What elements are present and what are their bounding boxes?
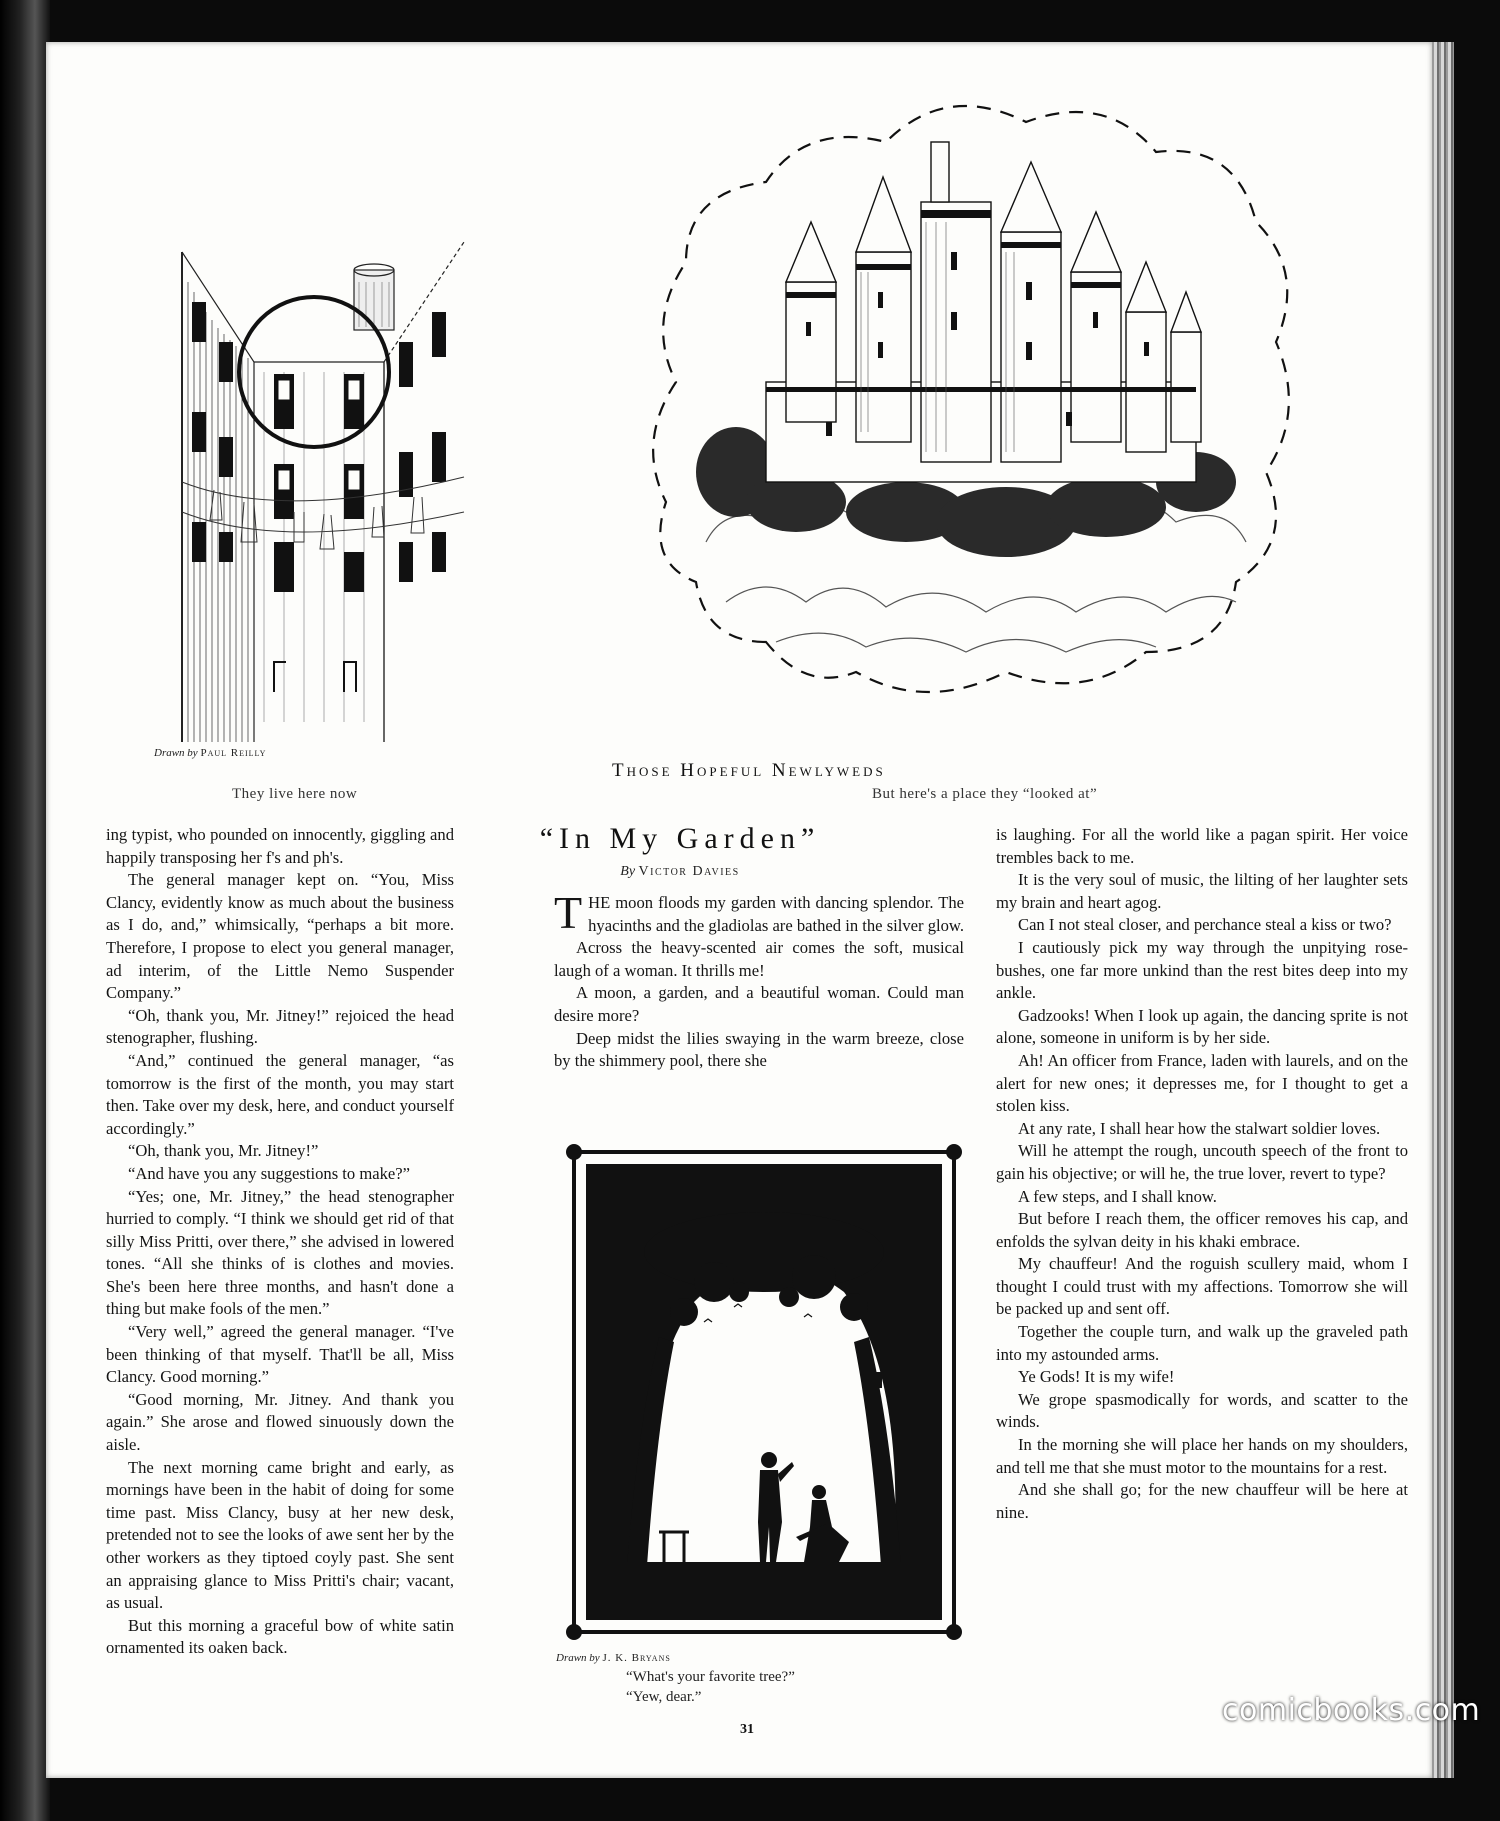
- article-right-column: [996, 824, 1408, 1524]
- byline-author: Victor Davies: [638, 864, 740, 879]
- story-paragraph: “Very well,” agreed the general manager. “I've been thinking of that myself. That'll be all, Miss Clancy. Good morning.”: [106, 1322, 454, 1387]
- silhouette-caption: [626, 1667, 795, 1707]
- tenement-credit-name: Paul Reilly: [200, 747, 267, 759]
- article-paragraph: But before I reach them, the officer removes his cap, and enfolds the sylvan deity in his khaki embrace.: [996, 1209, 1408, 1251]
- article-paragraph: Across the heavy-scented air comes the soft, musical laugh of a woman. It thrills me!: [554, 938, 964, 980]
- book-binding-left: [0, 0, 50, 1821]
- story-paragraph: “Oh, thank you, Mr. Jitney!”: [128, 1141, 319, 1161]
- article-middle-column: [554, 887, 964, 1073]
- story-paragraph: “Yes; one, Mr. Jitney,” the head stenographer hurried to comply. “I think we should get rid of that silly Miss Pritti, over there,” she advised in lowered tones. “All she thinks of is clothes and movies. She's been here three months, and hasn't done a thing but make fools of the men.”: [106, 1186, 454, 1319]
- tenement-caption: They live here now: [232, 786, 358, 802]
- article-paragraph: My chauffeur! And the roguish scullery maid, whom I thought I could trust with my affections. Tomorrow she will be packed up and sent off.: [996, 1254, 1408, 1319]
- article-paragraph: Gadzooks! When I look up again, the dancing sprite is not alone, someone in uniform is by her side.: [996, 1005, 1408, 1048]
- article-paragraph: A few steps, and I shall know.: [1018, 1186, 1217, 1206]
- story-paragraph: The general manager kept on. “You, Miss Clancy, evidently know as much about the business as I do, and,” whimsically, “perhaps a bit more. Therefore, I propose to elect you general manager, ad interim, of the Little Nemo Suspender Company.”: [106, 870, 454, 1003]
- article-paragraph: Deep midst the lilies swaying in the warm breeze, close by the shimmery pool, there she: [554, 1028, 964, 1071]
- drop-cap: T: [554, 887, 583, 938]
- magazine-page: [46, 42, 1432, 1778]
- article-paragraph: Ye Gods! It is my wife!: [1018, 1367, 1175, 1387]
- silhouette-caption-line-1: “What's your favorite tree?”: [626, 1669, 795, 1685]
- book-page-edges: [1432, 42, 1454, 1778]
- castle-caption: But here's a place they “looked at”: [872, 786, 1098, 802]
- silhouette-credit: [556, 1652, 671, 1664]
- article-paragraph: Ah! An officer from France, laden with laurels, and on the alert for new ones; it depresses me, for I thought to get a stolen kiss.: [996, 1050, 1408, 1116]
- silhouette-illustration: [564, 1142, 964, 1642]
- silhouette-credit-prefix: Drawn by: [556, 1652, 600, 1664]
- byline-prefix: By: [620, 864, 636, 879]
- story-paragraph: The next morning came bright and early, as mornings have been in the habit of doing for some time past. Miss Clancy, busy at her new desk, pretended not to see the looks of awe sent her by the other workers as they tiptoed coyly past. She sent an appraising glance to Miss Pritti's chair; vacant, as usual.: [106, 1457, 454, 1613]
- article-paragraph: Can I not steal closer, and perchance steal a kiss or two?: [1018, 915, 1392, 935]
- silhouette-caption-line-2: “Yew, dear.”: [626, 1689, 702, 1705]
- tenement-illustration: [174, 222, 474, 762]
- castle-illustration: [646, 82, 1306, 722]
- tenement-credit: [154, 747, 266, 759]
- article-paragraph: is laughing. For all the world like a pagan spirit. Her voice trembles back to me.: [996, 825, 1408, 867]
- article-paragraph: Together the couple turn, and walk up the graveled path into my astounded arms.: [996, 1322, 1408, 1364]
- article-first-paragraph: [554, 887, 964, 938]
- story-paragraph: “Good morning, Mr. Jitney. And thank you again.” She arose and flowed sinuously down the aisle.: [106, 1389, 454, 1455]
- article-paragraph: I cautiously pick my way through the unpitying rose-bushes, one far more unkind than the rest bites deep into my ankle.: [996, 937, 1408, 1003]
- story-paragraph: “And have you any suggestions to make?”: [128, 1163, 411, 1183]
- page-number: 31: [740, 1722, 754, 1737]
- article-paragraph: It is the very soul of music, the lilting of her laughter sets my brain and heart agog.: [996, 870, 1408, 912]
- story-paragraph: But this morning a graceful bow of white satin ornamented its oaken back.: [106, 1615, 454, 1658]
- article-first-paragraph-text: HE moon floods my garden with dancing splendor. The hyacinths and the gladiolas are bathed in the silver glow.: [588, 893, 964, 935]
- article-paragraph: A moon, a garden, and a beautiful woman. Could man desire more?: [554, 983, 964, 1025]
- story-paragraph: “And,” continued the general manager, “as tomorrow is the first of the month, you may start then. Take over my desk, here, and conduct yourself accordingly.”: [106, 1050, 454, 1138]
- article-paragraph: And she shall go; for the new chauffeur will be here at nine.: [996, 1480, 1408, 1522]
- story-paragraph: “Oh, thank you, Mr. Jitney!” rejoiced the head stenographer, flushing.: [106, 1005, 454, 1048]
- castle-title: Those Hopeful Newlyweds: [612, 760, 886, 781]
- tenement-credit-prefix: Drawn by: [154, 747, 198, 759]
- article-paragraph: We grope spasmodically for words, and scatter to the winds.: [996, 1389, 1408, 1432]
- article-paragraph: At any rate, I shall hear how the stalwart soldier loves.: [1018, 1118, 1381, 1138]
- article-paragraph: In the morning she will place her hands on my shoulders, and tell me that she must motor to the mountains for a rest.: [996, 1435, 1408, 1477]
- site-watermark: comicbooks.com: [1222, 1693, 1481, 1728]
- silhouette-credit-name: J. K. Bryans: [602, 1652, 671, 1664]
- story-paragraph: ing typist, who pounded on innocently, giggling and happily transposing her f's and ph's.: [106, 825, 454, 867]
- article-byline: [480, 864, 880, 880]
- article-paragraph: Will he attempt the rough, uncouth speech of the front to gain his objective; or will he, the true lover, revert to type?: [996, 1141, 1408, 1183]
- article-title: “In My Garden”: [539, 822, 821, 855]
- story-continuation-column: [106, 824, 454, 1660]
